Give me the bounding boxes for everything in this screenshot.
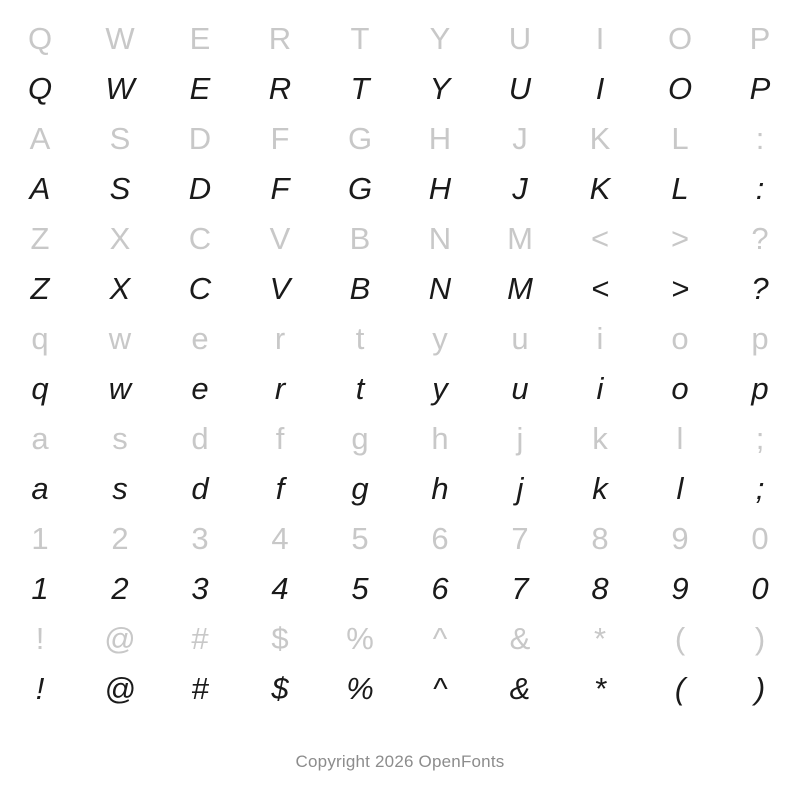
glyph-cell: P — [749, 21, 771, 56]
glyph-cell: y — [432, 321, 448, 356]
glyph-cell: 6 — [431, 571, 449, 606]
glyph-cell: g — [351, 471, 369, 506]
glyph-cell: * — [593, 671, 607, 706]
glyph-cell: a — [31, 471, 49, 506]
glyph-cell: ; — [755, 421, 765, 456]
glyph-cell: Y — [429, 71, 451, 106]
glyph-cell: G — [347, 171, 373, 206]
glyph-cell: d — [191, 471, 209, 506]
glyph-cell: > — [670, 271, 690, 306]
glyph-cell: @ — [104, 671, 136, 706]
glyph-cell: 5 — [351, 571, 369, 606]
glyph-cell: ? — [751, 271, 769, 306]
glyph-cell: ! — [35, 621, 45, 656]
glyph-cell: G — [347, 121, 373, 156]
glyph-cell: B — [349, 221, 371, 256]
glyph-cell: t — [355, 371, 365, 406]
glyph-cell: X — [109, 221, 131, 256]
glyph-cell: $ — [271, 671, 289, 706]
glyph-row — [0, 604, 800, 654]
glyph-cell: ; — [755, 471, 765, 506]
glyph-row — [0, 154, 800, 204]
glyph-cell: # — [191, 621, 209, 656]
glyph-cell: 0 — [751, 571, 769, 606]
glyph-cell: I — [595, 71, 605, 106]
glyph-cell: P — [749, 71, 771, 106]
glyph-row — [0, 504, 800, 554]
glyph-row — [0, 204, 800, 254]
glyph-cell: E — [189, 21, 211, 56]
glyph-cell: e — [191, 321, 209, 356]
glyph-row — [0, 454, 800, 504]
glyph-cell: 9 — [671, 521, 689, 556]
glyph-cell: ! — [35, 671, 45, 706]
glyph-cell: A — [29, 121, 51, 156]
glyph-cell: p — [751, 371, 769, 406]
glyph-cell: 2 — [111, 571, 129, 606]
glyph-cell: R — [268, 21, 292, 56]
glyph-row — [0, 554, 800, 604]
glyph-cell: W — [105, 71, 135, 106]
glyph-cell: u — [511, 321, 529, 356]
glyph-cell: D — [188, 121, 212, 156]
glyph-cell: ^ — [432, 621, 448, 656]
glyph-cell: Y — [429, 21, 451, 56]
glyph-cell: L — [671, 171, 689, 206]
glyph-cell: U — [508, 71, 532, 106]
glyph-cell: C — [188, 221, 212, 256]
glyph-cell: o — [671, 371, 689, 406]
glyph-cell: @ — [104, 621, 136, 656]
glyph-cell: M — [507, 221, 533, 256]
glyph-cell: h — [431, 471, 449, 506]
glyph-cell: k — [592, 421, 608, 456]
glyph-cell: < — [590, 221, 610, 256]
glyph-cell: # — [191, 671, 209, 706]
glyph-cell: r — [274, 371, 286, 406]
glyph-cell: ( — [674, 621, 686, 656]
glyph-row — [0, 404, 800, 454]
glyph-cell: E — [189, 71, 211, 106]
glyph-cell: A — [29, 171, 51, 206]
glyph-cell: 2 — [111, 521, 129, 556]
glyph-cell: : — [755, 121, 765, 156]
glyph-cell: w — [108, 321, 132, 356]
glyph-cell: y — [432, 371, 448, 406]
glyph-cell: f — [275, 471, 285, 506]
glyph-cell: t — [355, 321, 365, 356]
glyph-cell: r — [274, 321, 286, 356]
glyph-cell: 3 — [191, 521, 209, 556]
glyph-cell: T — [350, 71, 370, 106]
glyph-cell: p — [751, 321, 769, 356]
glyph-cell: N — [428, 221, 452, 256]
glyph-cell: N — [428, 271, 452, 306]
glyph-cell: e — [191, 371, 209, 406]
glyph-cell: 7 — [511, 571, 529, 606]
glyph-row — [0, 654, 800, 704]
glyph-cell: w — [108, 371, 132, 406]
glyph-cell: J — [512, 121, 528, 156]
glyph-cell: S — [109, 121, 131, 156]
glyph-cell: d — [191, 421, 209, 456]
glyph-cell: & — [509, 621, 531, 656]
glyph-row — [0, 304, 800, 354]
glyph-cell: U — [508, 21, 532, 56]
glyph-cell: $ — [271, 621, 289, 656]
glyph-cell: f — [275, 421, 285, 456]
glyph-cell: 4 — [271, 521, 289, 556]
glyph-row — [0, 4, 800, 54]
glyph-cell: ( — [674, 671, 686, 706]
glyph-cell: V — [269, 221, 291, 256]
glyph-cell: 8 — [591, 571, 609, 606]
glyph-cell: % — [346, 621, 374, 656]
glyph-cell: 4 — [271, 571, 289, 606]
glyph-cell: I — [595, 21, 605, 56]
glyph-cell: ? — [751, 221, 769, 256]
glyph-cell: > — [670, 221, 690, 256]
glyph-cell: Z — [30, 271, 50, 306]
glyph-cell: 5 — [351, 521, 369, 556]
glyph-cell: : — [755, 171, 765, 206]
glyph-cell: q — [31, 321, 49, 356]
glyph-cell: < — [590, 271, 610, 306]
glyph-cell: * — [593, 621, 607, 656]
glyph-cell: l — [676, 421, 684, 456]
glyph-cell: T — [350, 21, 370, 56]
glyph-cell: H — [428, 171, 452, 206]
glyph-cell: h — [431, 421, 449, 456]
glyph-cell: k — [592, 471, 608, 506]
glyph-row — [0, 254, 800, 304]
glyph-cell: a — [31, 421, 49, 456]
glyph-cell: 7 — [511, 521, 529, 556]
glyph-cell: g — [351, 421, 369, 456]
glyph-cell: 9 — [671, 571, 689, 606]
glyph-cell: ) — [754, 621, 766, 656]
glyph-cell: u — [511, 371, 529, 406]
glyph-cell: O — [667, 71, 693, 106]
glyph-cell: 3 — [191, 571, 209, 606]
glyph-cell: Z — [30, 221, 50, 256]
glyph-cell: B — [349, 271, 371, 306]
glyph-cell: V — [269, 271, 291, 306]
glyph-cell: & — [509, 671, 531, 706]
glyph-cell: 1 — [31, 521, 49, 556]
glyph-cell: j — [516, 471, 524, 506]
glyph-cell: 8 — [591, 521, 609, 556]
glyph-cell: X — [109, 271, 131, 306]
glyph-cell: s — [112, 471, 128, 506]
copyright-notice: Copyright 2026 OpenFonts — [295, 752, 505, 771]
glyph-row — [0, 54, 800, 104]
glyph-cell: s — [112, 421, 128, 456]
glyph-cell: M — [507, 271, 533, 306]
glyph-cell: % — [346, 671, 374, 706]
glyph-cell: ) — [754, 671, 766, 706]
glyph-cell: 0 — [751, 521, 769, 556]
glyph-cell: K — [589, 171, 611, 206]
glyph-cell: F — [270, 171, 290, 206]
glyph-cell: j — [516, 421, 524, 456]
glyph-cell: Q — [27, 71, 53, 106]
glyph-cell: 6 — [431, 521, 449, 556]
glyph-cell: W — [105, 21, 135, 56]
glyph-row — [0, 104, 800, 154]
glyph-cell: i — [596, 371, 604, 406]
glyph-cell: C — [188, 271, 212, 306]
glyph-cell: q — [31, 371, 49, 406]
glyph-cell: H — [428, 121, 452, 156]
glyph-cell: Q — [27, 21, 53, 56]
glyph-cell: l — [676, 471, 684, 506]
glyph-cell: F — [270, 121, 290, 156]
glyph-cell: R — [268, 71, 292, 106]
glyph-cell: L — [671, 121, 689, 156]
glyph-cell: 1 — [31, 571, 49, 606]
glyph-cell: K — [589, 121, 611, 156]
glyph-cell: J — [512, 171, 528, 206]
glyph-row — [0, 354, 800, 404]
glyph-cell: i — [596, 321, 604, 356]
glyph-cell: D — [188, 171, 212, 206]
glyph-cell: O — [667, 21, 693, 56]
glyph-cell: S — [109, 171, 131, 206]
glyph-cell: o — [671, 321, 689, 356]
glyph-cell: ^ — [432, 671, 448, 706]
